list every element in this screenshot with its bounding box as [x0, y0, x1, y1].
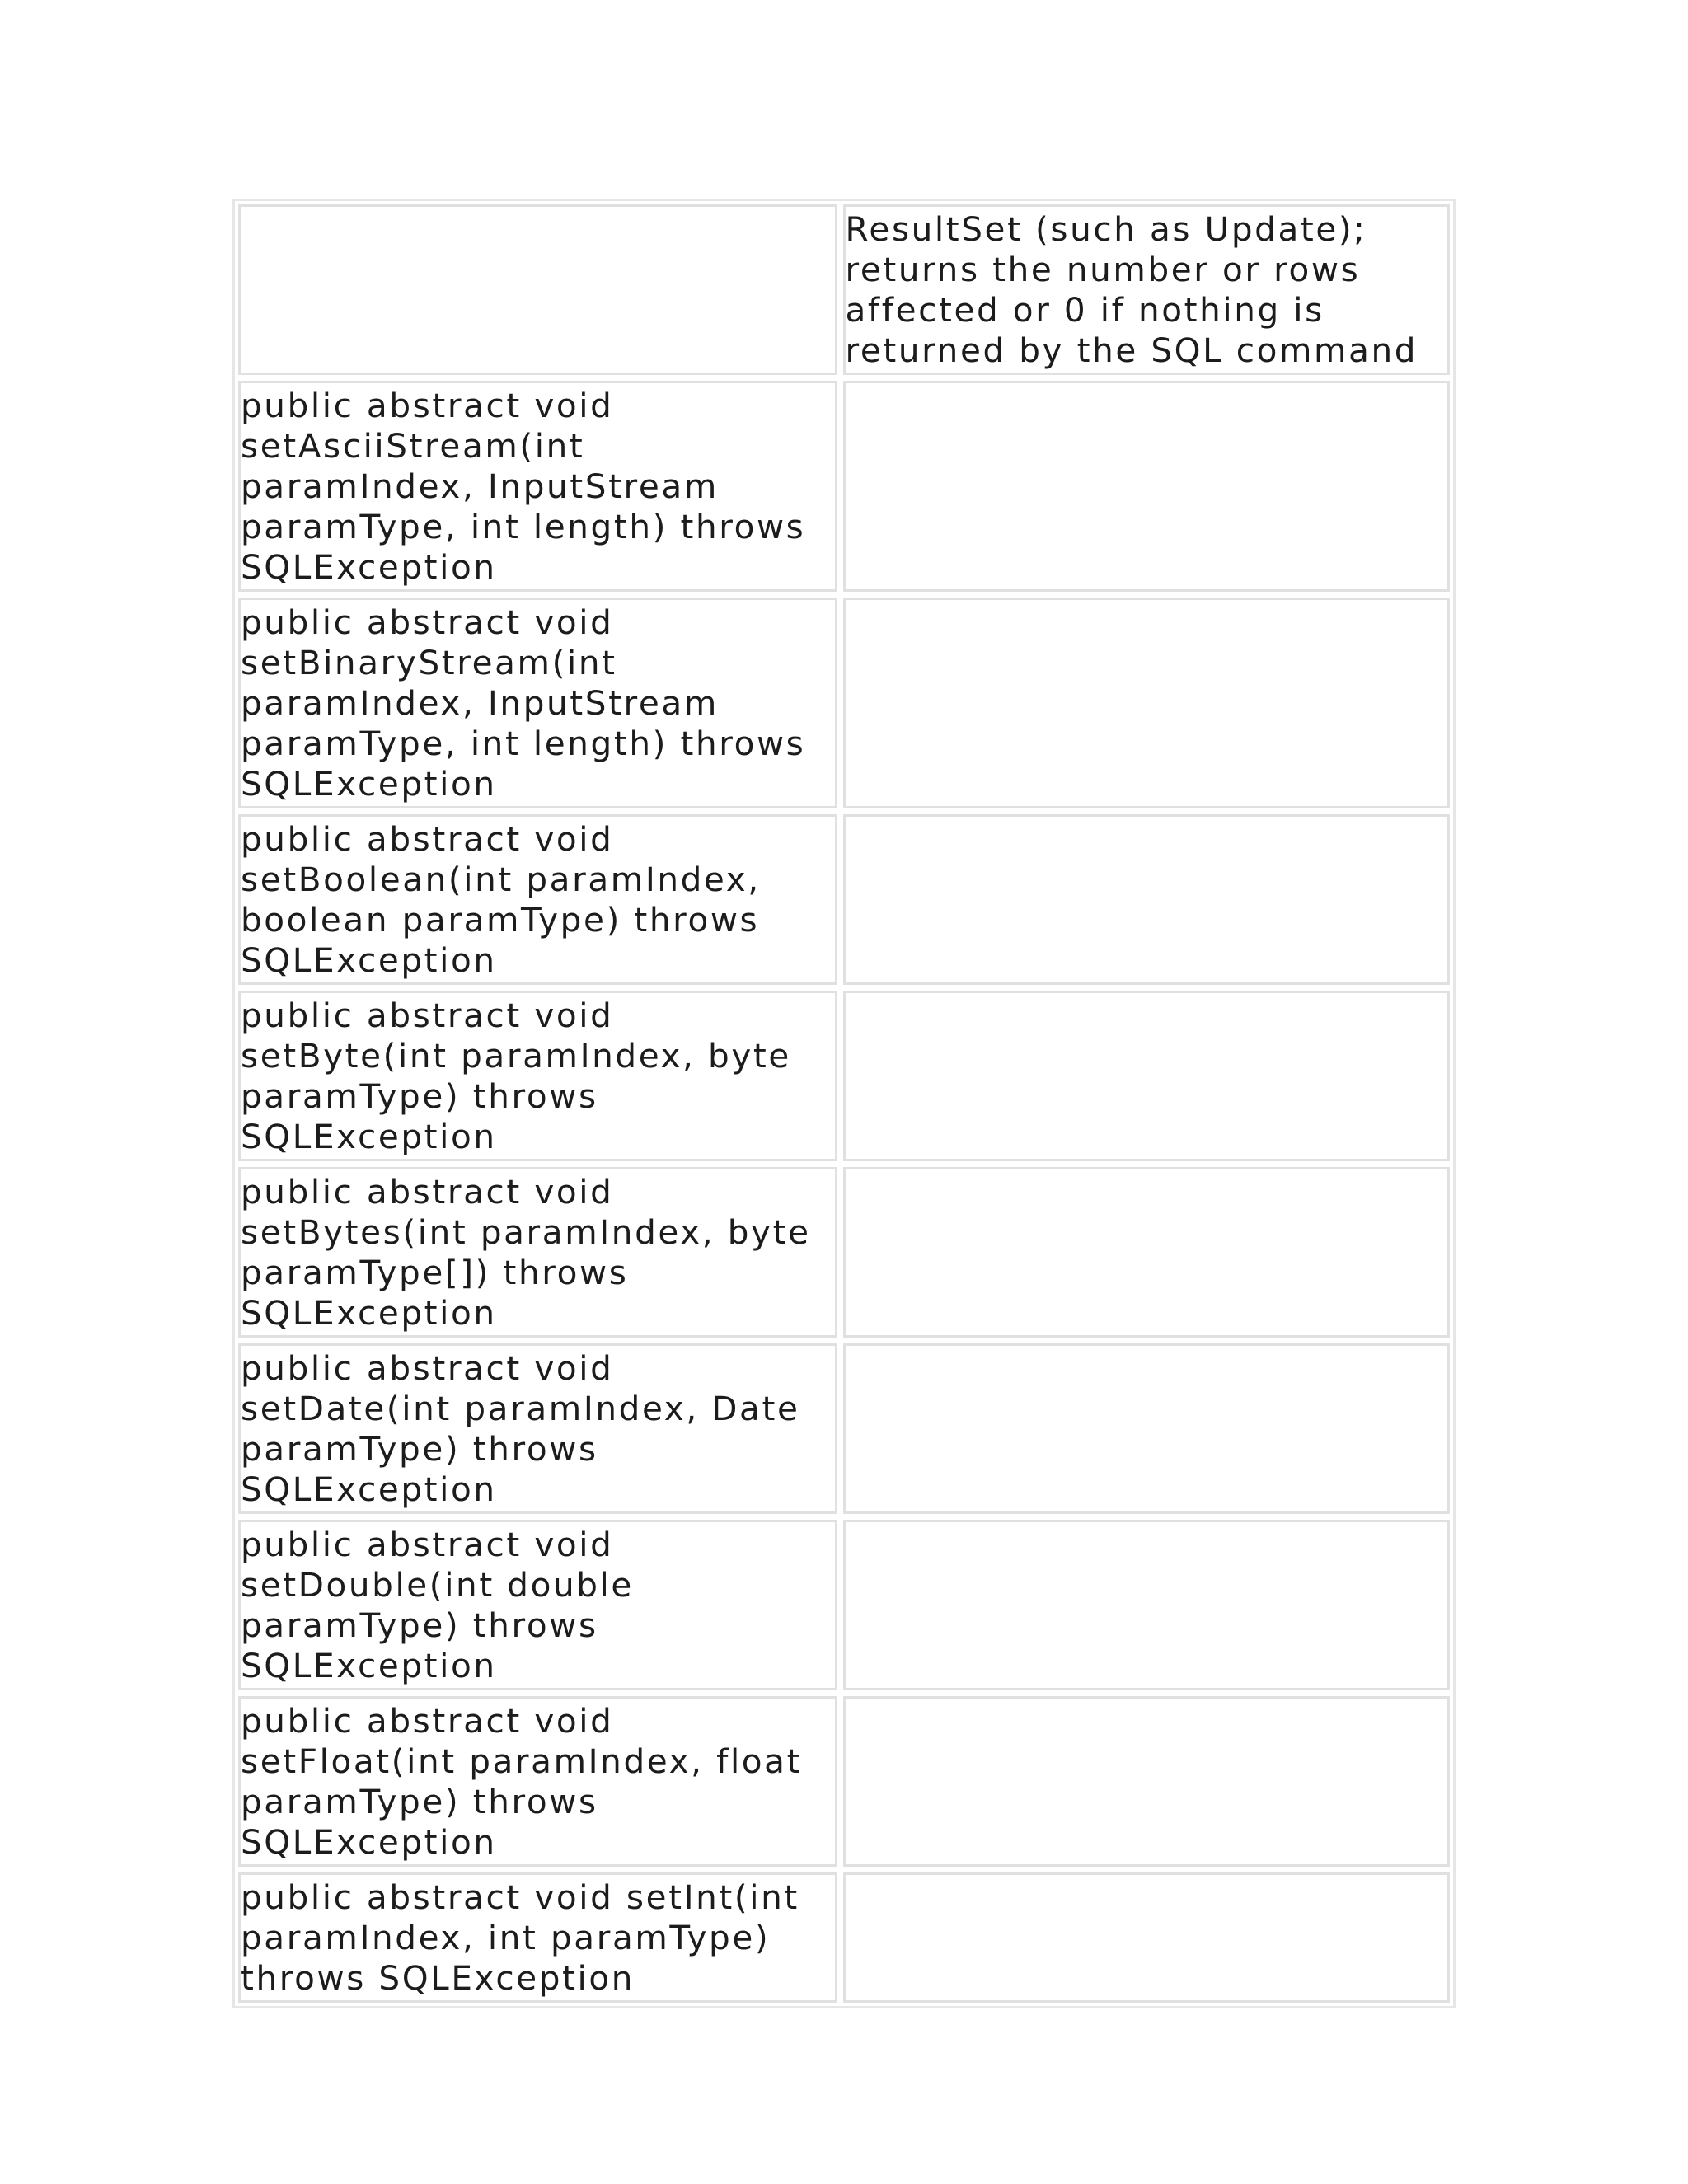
- method-signature-cell: public abstract void setDouble(int double paramType) throws SQLException: [238, 1520, 837, 1690]
- method-signature-cell: public abstract void setAsciiStream(int paramIndex, InputStream paramType, int length) throws SQLException: [238, 381, 837, 592]
- table-row: [238, 204, 1450, 375]
- method-signature-cell: public abstract void setInt(int paramIndex, int paramType) throws SQLException: [238, 1872, 837, 2003]
- method-description-cell: [843, 814, 1450, 985]
- method-signature-cell: public abstract void setBoolean(int paramIndex, boolean paramType) throws SQLException: [238, 814, 837, 985]
- method-signature-cell: [238, 204, 837, 375]
- method-table: [232, 199, 1456, 2008]
- table-row: [238, 991, 1450, 1161]
- method-description-cell: [843, 1872, 1450, 2003]
- table-row: [238, 598, 1450, 808]
- method-description-cell: ResultSet (such as Update); returns the number or rows affected or 0 if nothing is returned by the SQL command: [843, 204, 1450, 375]
- method-signature-cell: public abstract void setByte(int paramIndex, byte paramType) throws SQLException: [238, 991, 837, 1161]
- method-signature-cell: public abstract void setBinaryStream(int paramIndex, InputStream paramType, int length) throws SQLException: [238, 598, 837, 808]
- method-signature-cell: public abstract void setFloat(int paramIndex, float paramType) throws SQLException: [238, 1696, 837, 1867]
- table-row: [238, 814, 1450, 985]
- method-signature-cell: public abstract void setDate(int paramIndex, Date paramType) throws SQLException: [238, 1343, 837, 1514]
- table-row: [238, 1520, 1450, 1690]
- table-row: [238, 1696, 1450, 1867]
- table-row: [238, 1343, 1450, 1514]
- method-description-cell: [843, 1696, 1450, 1867]
- method-description-cell: [843, 991, 1450, 1161]
- table-row: [238, 381, 1450, 592]
- method-description-cell: [843, 1520, 1450, 1690]
- method-description-cell: [843, 598, 1450, 808]
- method-description-cell: [843, 1167, 1450, 1338]
- method-description-cell: [843, 1343, 1450, 1514]
- method-signature-cell: public abstract void setBytes(int paramIndex, byte paramType[]) throws SQLException: [238, 1167, 837, 1338]
- method-description-cell: [843, 381, 1450, 592]
- table-row: [238, 1167, 1450, 1338]
- table-row: [238, 1872, 1450, 2003]
